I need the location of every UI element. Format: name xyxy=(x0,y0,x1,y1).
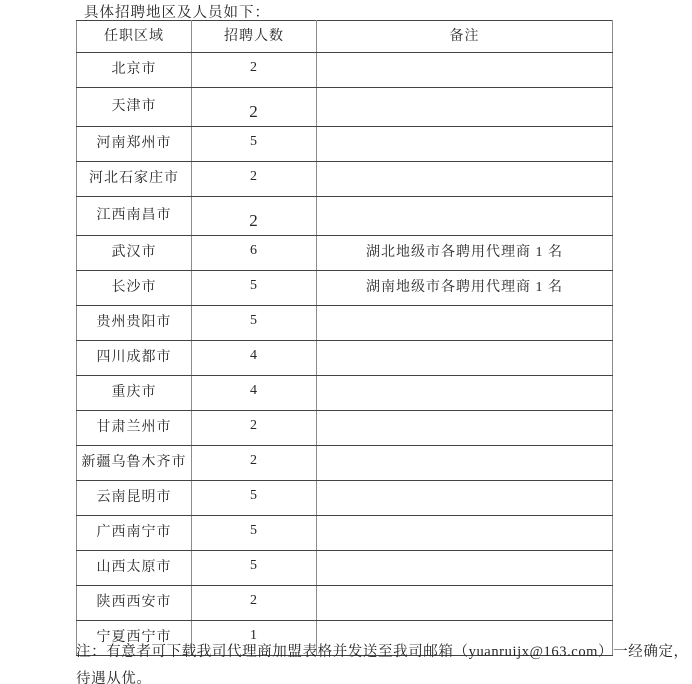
region-cell: 甘肃兰州市 xyxy=(77,411,192,446)
remark-cell xyxy=(317,197,613,236)
remark-cell: 湖北地级市各聘用代理商 1 名 xyxy=(317,236,613,271)
region-cell: 重庆市 xyxy=(77,376,192,411)
remark-cell xyxy=(317,446,613,481)
footer-note-line1: 注：有意者可下载我司代理商加盟表格并发送至我司邮箱（yuanruijx@163.com）一经确定， xyxy=(76,644,689,660)
remark-cell xyxy=(317,376,613,411)
count-cell: 2 xyxy=(192,53,317,88)
count-cell: 5 xyxy=(192,271,317,306)
remark-cell xyxy=(317,551,613,586)
region-cell: 北京市 xyxy=(77,53,192,88)
region-cell: 天津市 xyxy=(77,88,192,127)
table-row xyxy=(77,88,613,127)
remark-cell xyxy=(317,88,613,127)
region-cell: 长沙市 xyxy=(77,271,192,306)
table-header-row xyxy=(77,21,613,53)
table-row xyxy=(77,127,613,162)
region-cell: 武汉市 xyxy=(77,236,192,271)
table-row xyxy=(77,376,613,411)
count-cell: 1 xyxy=(192,621,317,656)
footer-note xyxy=(76,639,692,684)
table-row xyxy=(77,551,613,586)
count-cell: 6 xyxy=(192,236,317,271)
table-row xyxy=(77,306,613,341)
table-row xyxy=(77,446,613,481)
recruitment-table xyxy=(76,20,613,656)
region-cell: 河北石家庄市 xyxy=(77,162,192,197)
table-row xyxy=(77,516,613,551)
region-cell: 新疆乌鲁木齐市 xyxy=(77,446,192,481)
count-cell: 2 xyxy=(192,88,317,127)
count-cell: 4 xyxy=(192,376,317,411)
count-cell: 5 xyxy=(192,127,317,162)
intro-text: 具体招聘地区及人员如下： xyxy=(84,5,270,21)
remark-cell xyxy=(317,341,613,376)
region-cell: 河南郑州市 xyxy=(77,127,192,162)
table-row xyxy=(77,162,613,197)
remark-cell xyxy=(317,53,613,88)
table-row xyxy=(77,197,613,236)
count-cell: 2 xyxy=(192,197,317,236)
table-body xyxy=(77,53,613,656)
count-cell: 5 xyxy=(192,306,317,341)
count-cell: 2 xyxy=(192,446,317,481)
table-row xyxy=(77,236,613,271)
count-cell: 5 xyxy=(192,516,317,551)
remark-cell xyxy=(317,127,613,162)
table-row xyxy=(77,411,613,446)
region-cell: 山西太原市 xyxy=(77,551,192,586)
header-cell-2: 备注 xyxy=(317,21,613,53)
table-row xyxy=(77,271,613,306)
region-cell: 陕西西安市 xyxy=(77,586,192,621)
table-row xyxy=(77,53,613,88)
footer-note-line2: 待遇从优。 xyxy=(76,671,152,684)
remark-cell xyxy=(317,586,613,621)
region-cell: 贵州贵阳市 xyxy=(77,306,192,341)
count-cell: 4 xyxy=(192,341,317,376)
table-row xyxy=(77,481,613,516)
count-cell: 2 xyxy=(192,411,317,446)
region-cell: 宁夏西宁市 xyxy=(77,621,192,656)
region-cell: 四川成都市 xyxy=(77,341,192,376)
count-cell: 2 xyxy=(192,586,317,621)
remark-cell xyxy=(317,411,613,446)
table-row xyxy=(77,586,613,621)
region-cell: 江西南昌市 xyxy=(77,197,192,236)
table-row xyxy=(77,341,613,376)
count-cell: 5 xyxy=(192,481,317,516)
remark-cell xyxy=(317,306,613,341)
region-cell: 云南昆明市 xyxy=(77,481,192,516)
region-cell: 广西南宁市 xyxy=(77,516,192,551)
remark-cell xyxy=(317,162,613,197)
remark-cell: 湖南地级市各聘用代理商 1 名 xyxy=(317,271,613,306)
header-cell-0: 任职区域 xyxy=(77,21,192,53)
remark-cell xyxy=(317,516,613,551)
remark-cell xyxy=(317,481,613,516)
header-cell-1: 招聘人数 xyxy=(192,21,317,53)
count-cell: 5 xyxy=(192,551,317,586)
count-cell: 2 xyxy=(192,162,317,197)
